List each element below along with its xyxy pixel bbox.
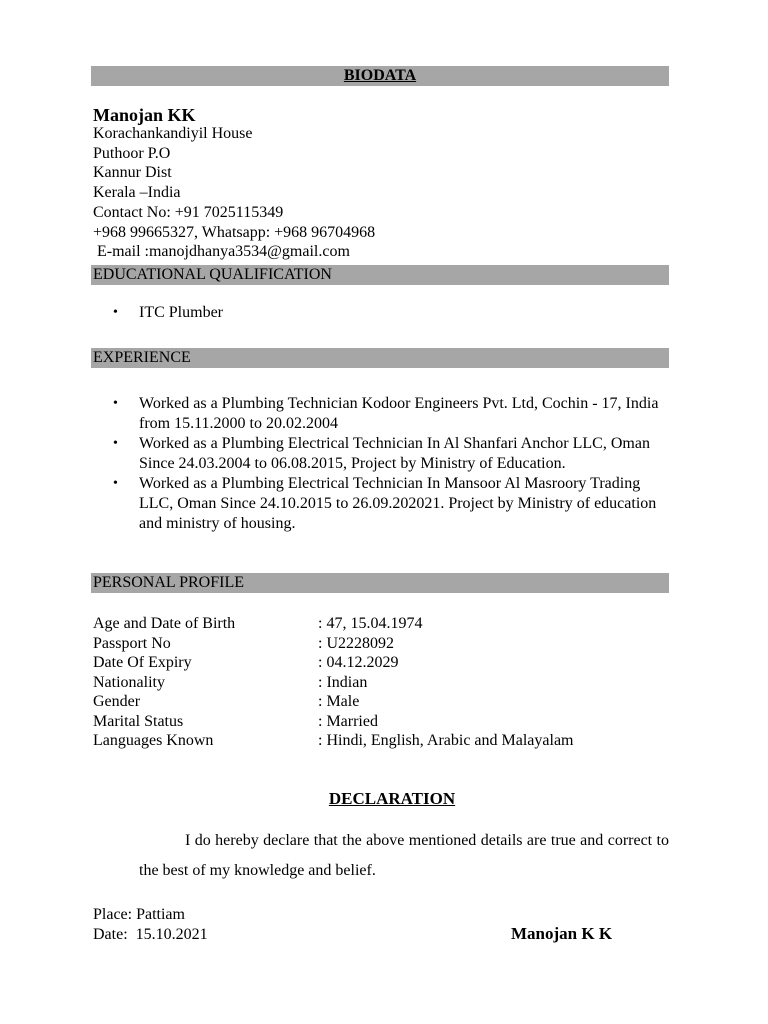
bullet-icon: •	[113, 436, 118, 451]
profile-row: Languages Known : Hindi, English, Arabic and Malayalam	[93, 732, 574, 749]
address-block	[93, 124, 375, 262]
applicant-name: Manojan KK	[93, 105, 196, 125]
personal-heading: PERSONAL PROFILE	[93, 574, 244, 591]
bullet-icon: •	[113, 476, 118, 491]
page-title: BIODATA	[343, 67, 417, 84]
education-heading: EDUCATIONAL QUALIFICATION	[93, 266, 332, 283]
address-line: Kannur Dist	[93, 164, 172, 182]
contact-line: Contact No: +91 7025115349	[93, 203, 284, 221]
list-item: • ITC Plumber	[113, 304, 223, 321]
signature-name: Manojan K K	[511, 924, 613, 943]
education-band	[91, 265, 669, 285]
profile-row: Nationality : Indian	[93, 673, 368, 691]
place-line: Place: Pattiam	[93, 906, 185, 923]
personal-profile-table	[93, 614, 574, 751]
place-date-block	[93, 905, 208, 944]
declaration-heading: DECLARATION	[328, 789, 456, 808]
list-item: • Worked as a Plumbing Electrical Technician In Al Shanfari Anchor LLC, Oman Since 24.03.2004 to 06.08.2015, Project by Ministry of Education.	[113, 435, 650, 472]
profile-row: Marital Status : Married	[93, 712, 378, 730]
contact-line: +968 99665327, Whatsapp: +968 96704968	[93, 223, 376, 241]
bullet-icon: •	[113, 305, 118, 320]
bullet-icon: •	[113, 396, 118, 411]
declaration-text: I do hereby declare that the above mentioned details are true and correct to the best of my knowledge and belief.	[139, 832, 669, 879]
address-line: Korachankandiyil House	[93, 125, 253, 142]
address-line: Kerala –India	[93, 184, 181, 202]
experience-heading: EXPERIENCE	[93, 349, 191, 366]
personal-band	[91, 573, 669, 593]
list-item: • Worked as a Plumbing Electrical Technician In Mansoor Al Masroory Trading LLC, Oman Since 24.10.2015 to 26.09.202021. Project by Ministry of education and ministry of housing.	[113, 475, 657, 532]
profile-row: Passport No : U2228092	[93, 634, 394, 652]
profile-row: Date Of Expiry : 04.12.2029	[93, 654, 399, 671]
list-item: • Worked as a Plumbing Technician Kodoor Engineers Pvt. Ltd, Cochin - 17, India from 15.11.2000 to 20.02.2004	[113, 395, 659, 432]
experience-band	[91, 348, 669, 368]
profile-row: Age and Date of Birth : 47, 15.04.1974	[93, 615, 423, 632]
profile-row: Gender : Male	[93, 693, 360, 710]
address-line: Puthoor P.O	[93, 144, 171, 162]
title-band	[91, 66, 669, 86]
date-line: Date: 15.10.2021	[93, 925, 208, 943]
experience-list	[93, 394, 669, 534]
education-list	[93, 303, 669, 323]
email-line: E-mail :manojdhanya3534@gmail.com	[93, 243, 350, 261]
